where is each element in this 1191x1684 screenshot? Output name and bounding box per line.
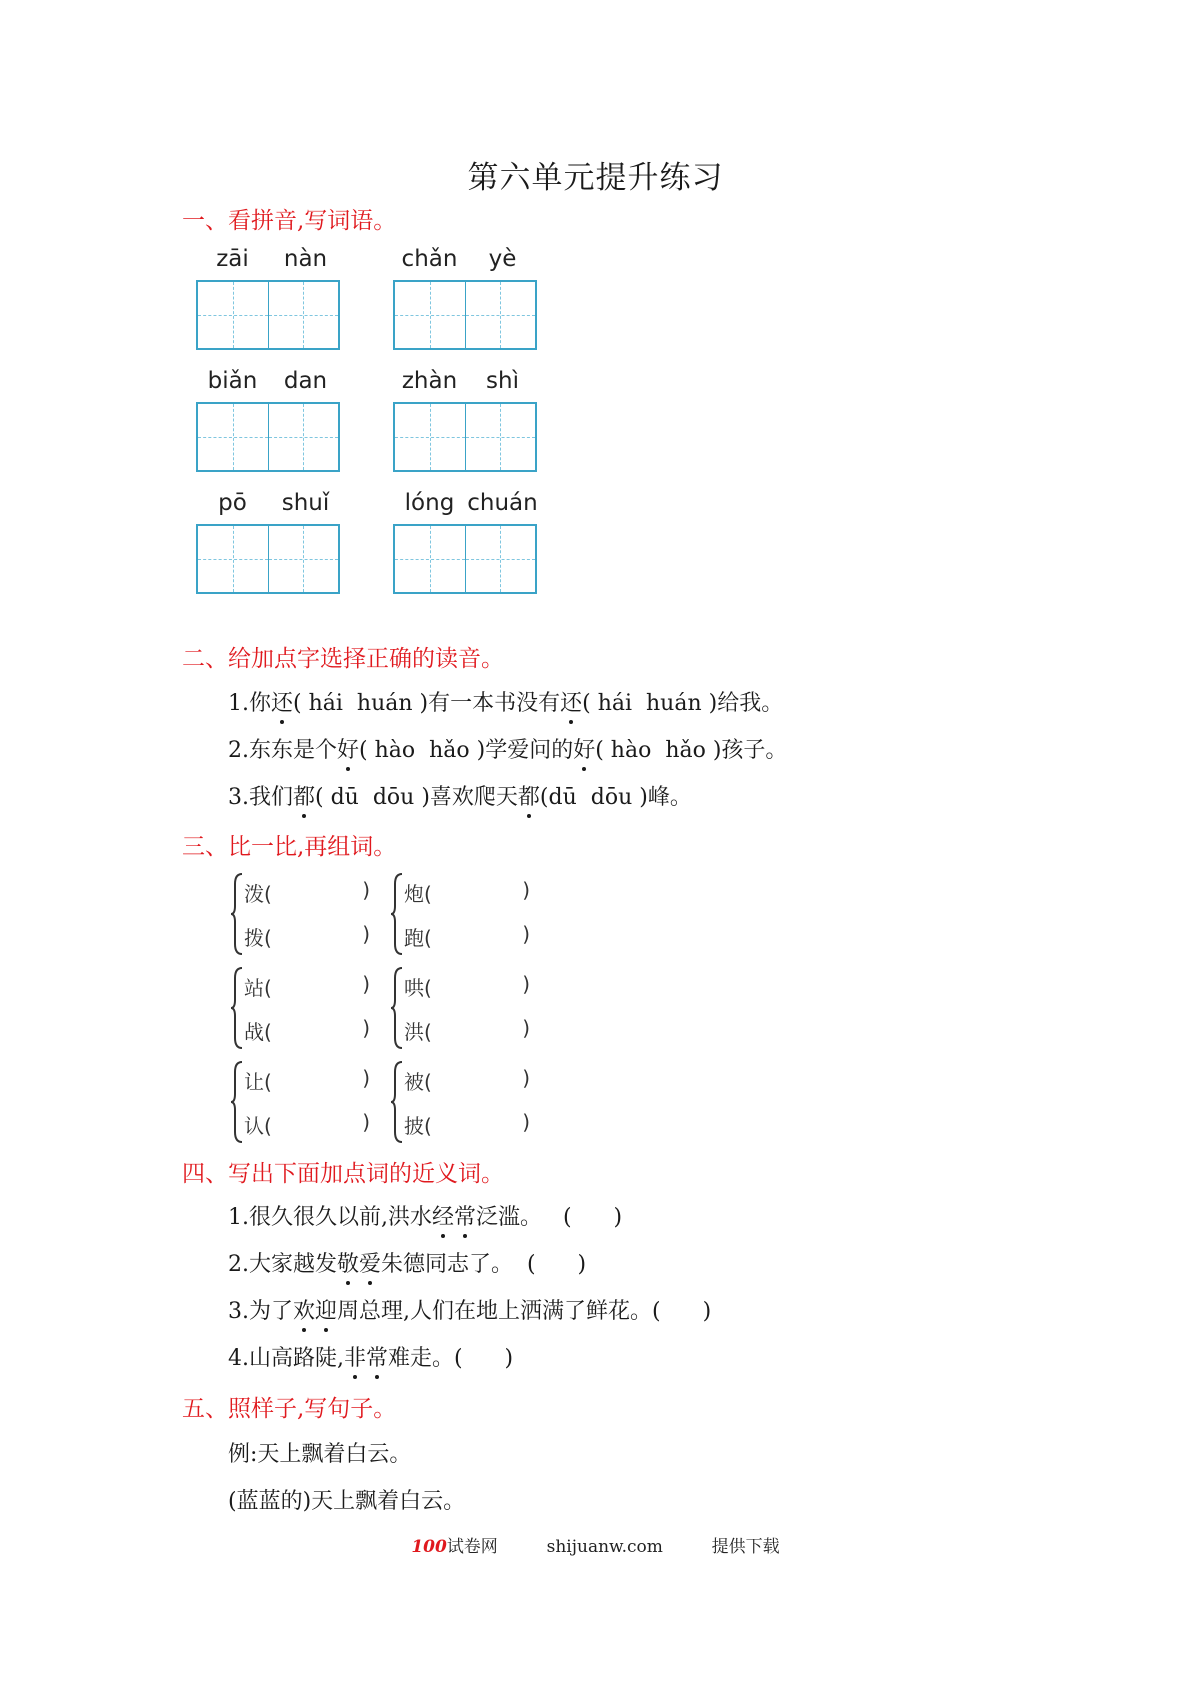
word-pair: 被( ) 披( ) — [390, 1060, 530, 1144]
example-sentence: 例:天上飘着白云。 — [228, 1442, 412, 1467]
pinyin-label: shuǐ — [281, 490, 330, 516]
pinyin-label: chǎn — [401, 246, 458, 272]
dotted-char: 还 — [271, 686, 293, 717]
writing-grid[interactable] — [393, 280, 537, 350]
dotted-char: 敬 — [337, 1247, 359, 1278]
footer-site[interactable]: shijuanw.com — [546, 1537, 663, 1557]
dotted-char: 爱 — [359, 1247, 381, 1278]
word-pair: 让( ) 认( ) — [230, 1060, 370, 1144]
writing-grid[interactable] — [196, 280, 340, 350]
brace-icon — [230, 872, 244, 956]
brace-icon — [390, 1060, 404, 1144]
pinyin-label: pō — [218, 490, 247, 516]
writing-grid[interactable] — [196, 402, 340, 472]
question-line: 4.山高路陡,非常难走。( ) — [228, 1341, 513, 1372]
section-3-heading: 三、比一比,再组词。 — [182, 834, 397, 860]
pinyin-group — [393, 490, 539, 594]
question-line: 3.为了欢迎周总理,人们在地上洒满了鲜花。( ) — [228, 1294, 711, 1325]
section-1-heading: 一、看拼音,写词语。 — [182, 208, 397, 234]
word-pair: 炮( ) 跑( ) — [390, 872, 530, 956]
pinyin-label: chuán — [467, 490, 538, 516]
dotted-char: 常 — [454, 1200, 476, 1231]
pinyin-group — [393, 368, 539, 472]
dotted-char: 还 — [560, 686, 582, 717]
footer-tail: 提供下载 — [711, 1537, 780, 1557]
section-5-heading: 五、照样子,写句子。 — [182, 1396, 397, 1422]
question-line: 3.我们都( dū dōu )喜欢爬天都(dū dōu )峰。 — [228, 780, 692, 811]
pinyin-label: lóng — [404, 490, 455, 516]
brace-icon — [390, 872, 404, 956]
pinyin-label: dan — [283, 368, 328, 394]
dotted-char: 非 — [344, 1341, 366, 1372]
footer-brand: 试卷网 — [446, 1537, 498, 1557]
pinyin-label: zhàn — [401, 368, 458, 394]
question-line: 2.东东是个好( hào hǎo )学爱问的好( hào hǎo )孩子。 — [228, 733, 787, 764]
section-4-heading: 四、写出下面加点词的近义词。 — [182, 1161, 504, 1187]
word-pair: 泼( ) 拨( ) — [230, 872, 370, 956]
brace-icon — [390, 966, 404, 1050]
pinyin-label: biǎn — [207, 368, 258, 394]
dotted-char: 迎 — [315, 1294, 337, 1325]
writing-grid[interactable] — [393, 402, 537, 472]
question-line: 1.很久很久以前,洪水经常泛滥。 ( ) — [228, 1200, 622, 1231]
dotted-char: 经 — [432, 1200, 454, 1231]
example-answer: (蓝蓝的)天上飘着白云。 — [228, 1489, 466, 1514]
dotted-char: 好 — [573, 733, 595, 764]
page-title: 第六单元提升练习 — [467, 160, 724, 196]
pinyin-label: zāi — [216, 246, 249, 272]
writing-grid[interactable] — [393, 524, 537, 594]
word-pair: 站( ) 战( ) — [230, 966, 370, 1050]
dotted-char: 欢 — [293, 1294, 315, 1325]
brace-icon — [230, 1060, 244, 1144]
dotted-char: 常 — [366, 1341, 388, 1372]
dotted-char: 都 — [518, 780, 540, 811]
section-2-heading: 二、给加点字选择正确的读音。 — [182, 646, 504, 672]
footer — [0, 1532, 1191, 1557]
pinyin-group — [196, 246, 342, 350]
writing-grid[interactable] — [196, 524, 340, 594]
dotted-char: 都 — [293, 780, 315, 811]
pinyin-group — [196, 368, 342, 472]
pinyin-label: shì — [486, 368, 519, 394]
word-pair: 哄( ) 洪( ) — [390, 966, 530, 1050]
pinyin-group — [393, 246, 539, 350]
site-logo: 100 — [411, 1537, 447, 1557]
pinyin-label: nàn — [283, 246, 328, 272]
pinyin-group — [196, 490, 342, 594]
brace-icon — [230, 966, 244, 1050]
dotted-char: 好 — [337, 733, 359, 764]
pinyin-label: yè — [488, 246, 517, 272]
question-line: 2.大家越发敬爱朱德同志了。 ( ) — [228, 1247, 586, 1278]
question-line: 1.你还( hái huán )有一本书没有还( hái huán )给我。 — [228, 686, 783, 717]
